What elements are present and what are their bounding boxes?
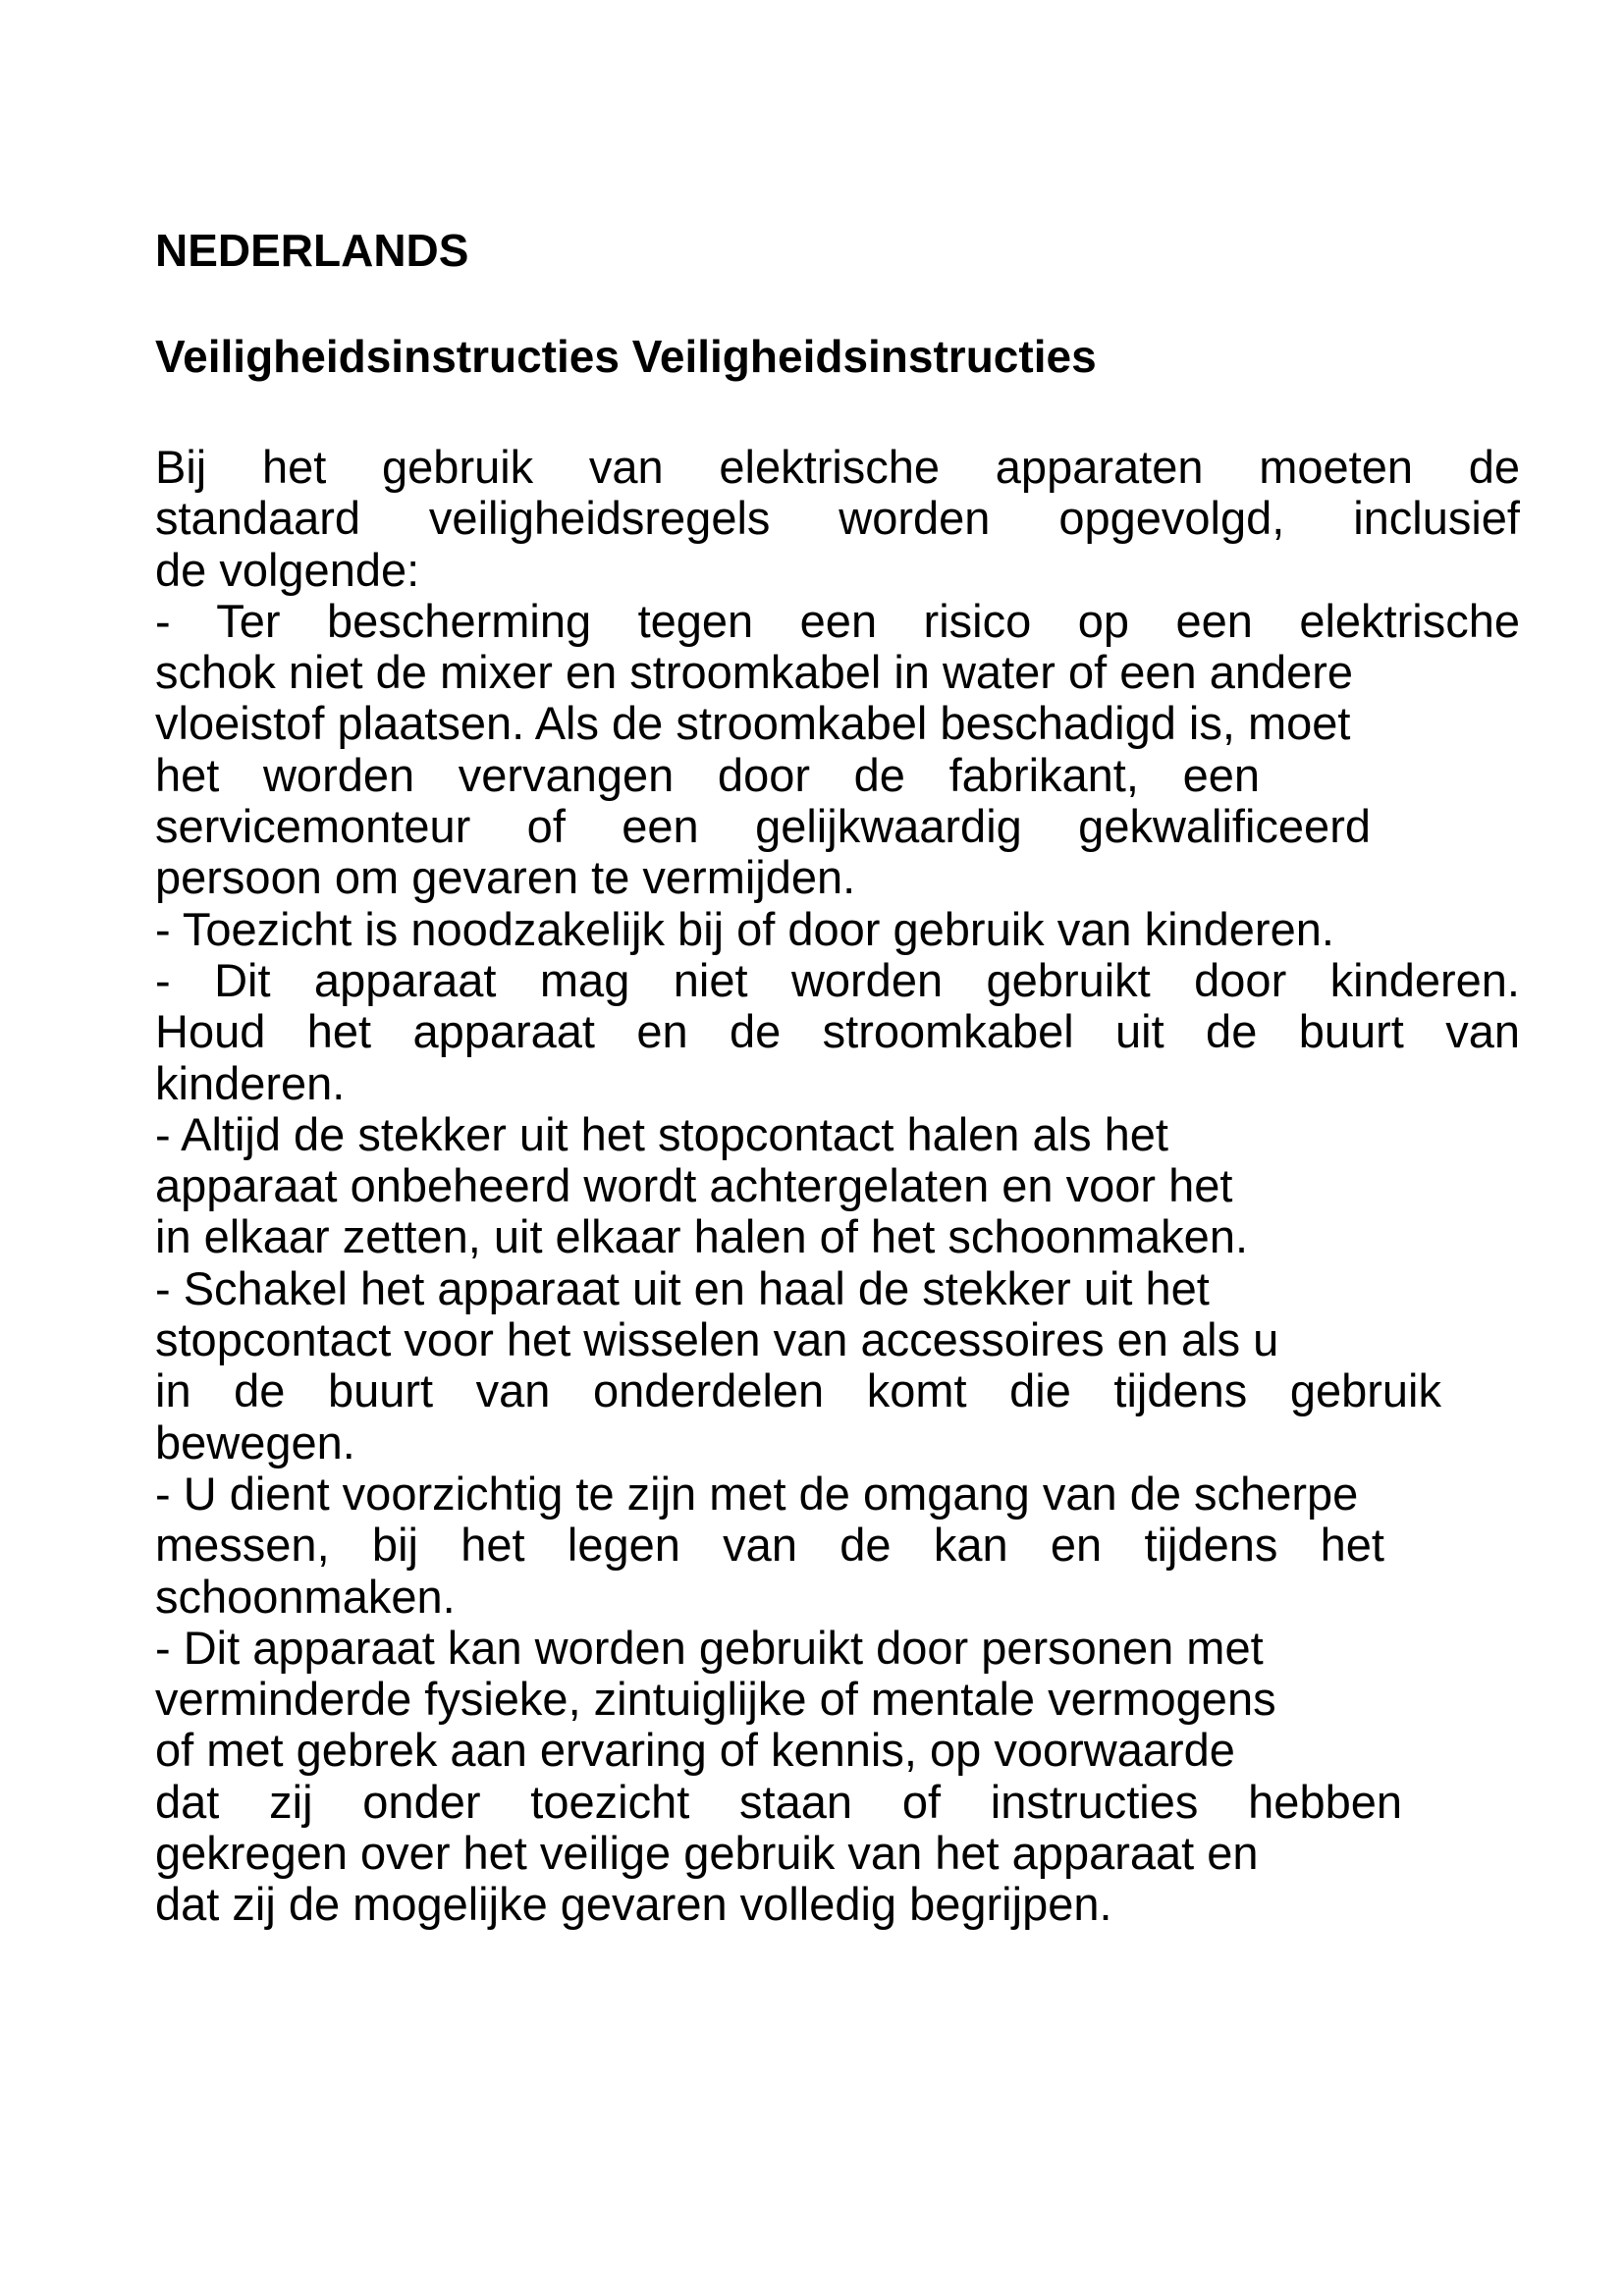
body-text-line: het worden vervangen door de fabrikant, een: [155, 748, 1260, 801]
body-text-line: - Schakel het apparaat uit en haal de stekker uit het: [155, 1261, 1210, 1314]
body-text-line: dat zij onder toezicht staan of instructies hebben: [155, 1775, 1402, 1828]
body-text-line: persoon om gevaren te vermijden.: [155, 851, 856, 904]
body-text-line: standaard veiligheidsregels worden opgevolgd, inclusief: [155, 492, 1520, 545]
body-text-line: schoonmaken.: [155, 1570, 456, 1623]
document-page: [155, 0, 1530, 2296]
body-text-line: vloeistof plaatsen. Als de stroomkabel beschadigd is, moet: [155, 697, 1351, 750]
body-text-line: in de buurt van onderdelen komt die tijdens gebruik: [155, 1364, 1441, 1417]
body-text-line: servicemonteur of een gelijkwaardig gekwalificeerd: [155, 800, 1371, 853]
body-text-line: messen, bij het legen van de kan en tijdens het: [155, 1519, 1384, 1572]
body-text-line: schok niet de mixer en stroomkabel in water of een andere: [155, 646, 1354, 699]
body-text-line: kinderen.: [155, 1056, 346, 1109]
body-text-line: of met gebrek aan ervaring of kennis, op voorwaarde: [155, 1724, 1235, 1777]
body-text-line: - Altijd de stekker uit het stopcontact halen als het: [155, 1107, 1168, 1160]
section-title: Veiligheidsinstructies Veiligheidsinstructies: [155, 331, 1097, 382]
language-heading: NEDERLANDS: [155, 225, 469, 276]
body-text-line: stopcontact voor het wisselen van accessoires en als u: [155, 1313, 1279, 1366]
body-text-line: - U dient voorzichtig te zijn met de omgang van de scherpe: [155, 1467, 1359, 1520]
body-text-line: gekregen over het veilige gebruik van het apparaat en: [155, 1827, 1259, 1880]
body-text-line: Bij het gebruik van elektrische apparaten moeten de: [155, 441, 1520, 493]
body-text-line: dat zij de mogelijke gevaren volledig begrijpen.: [155, 1878, 1112, 1931]
body-text-line: verminderde fysieke, zintuiglijke of mentale vermogens: [155, 1673, 1276, 1726]
body-text-line: - Ter bescherming tegen een risico op een elektrische: [155, 594, 1520, 647]
body-text-line: - Dit apparaat mag niet worden gebruikt door kinderen.: [155, 953, 1520, 1006]
body-text-line: apparaat onbeheerd wordt achtergelaten en voor het: [155, 1159, 1233, 1212]
body-text-line: - Dit apparaat kan worden gebruikt door personen met: [155, 1621, 1264, 1674]
body-text-line: Houd het apparaat en de stroomkabel uit de buurt van: [155, 1005, 1520, 1058]
safety-instructions-body: [155, 442, 1520, 1931]
body-text-line: de volgende:: [155, 543, 420, 596]
body-text-line: bewegen.: [155, 1415, 355, 1468]
body-text-line: in elkaar zetten, uit elkaar halen of het schoonmaken.: [155, 1210, 1249, 1263]
body-text-line: - Toezicht is noodzakelijk bij of door gebruik van kinderen.: [155, 902, 1334, 955]
